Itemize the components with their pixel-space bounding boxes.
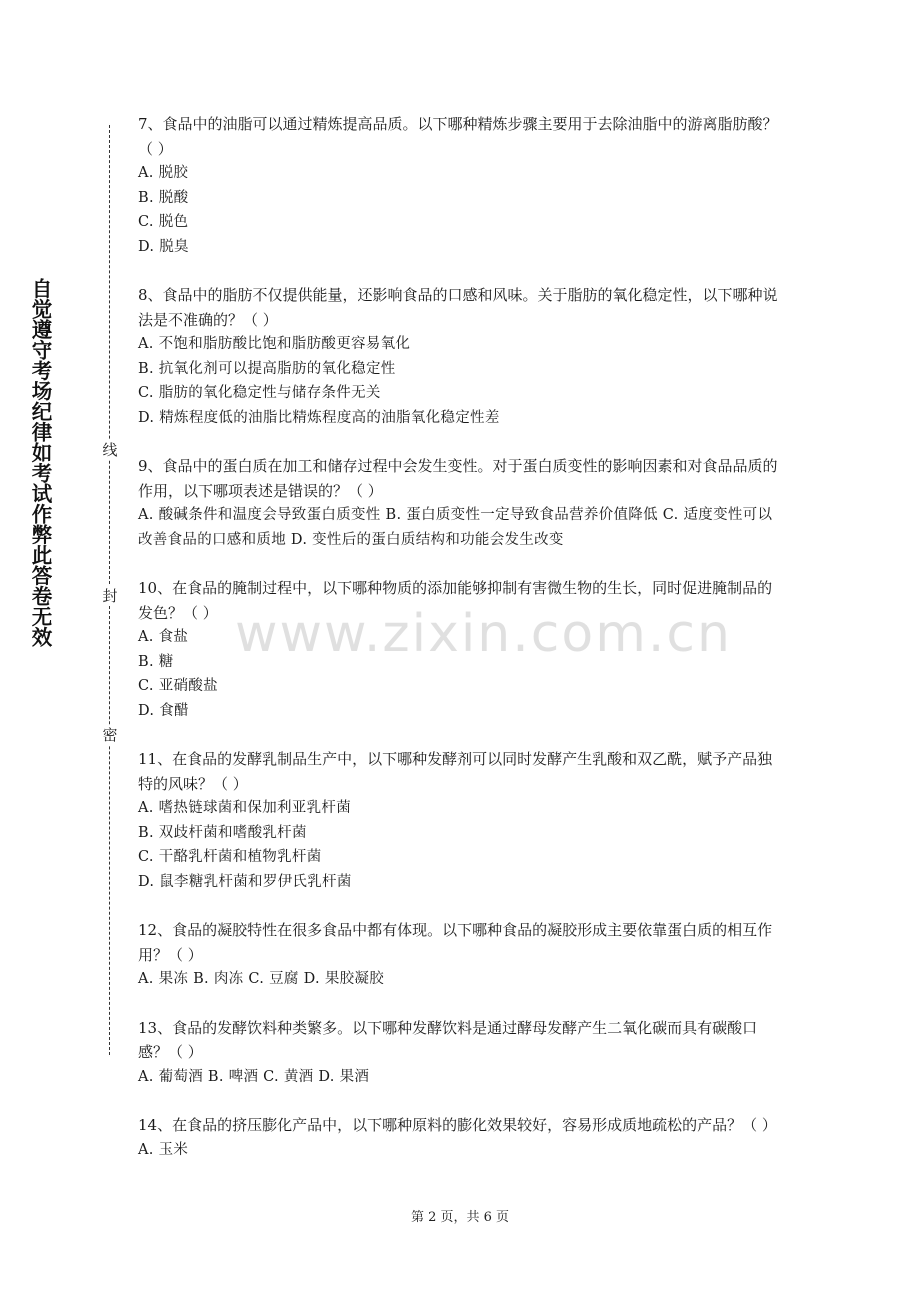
option-d: D. 鼠李糖乳杆菌和罗伊氏乳杆菌 <box>138 873 352 890</box>
option-b: B. 抗氧化剂可以提高脂肪的氧化稳定性 <box>138 360 396 377</box>
option-c: C. 亚硝酸盐 <box>138 678 218 694</box>
question-stem: 11、在食品的发酵乳制品生产中，以下哪种发酵剂可以同时发酵产生乳酸和双乙酰，赋予产品独特的风味？（ ） <box>138 750 773 793</box>
question-12 <box>138 918 786 992</box>
question-11 <box>138 747 786 894</box>
question-stem: 10、在食品的腌制过程中，以下哪种物质的添加能够抑制有害微生物的生长，同时促进腌制品的发色？（ ） <box>138 579 773 622</box>
option-b: B. 糖 <box>138 653 174 670</box>
question-13 <box>138 1016 786 1090</box>
page-footer: 第 2 页，共 6 页 <box>410 1210 510 1225</box>
question-7 <box>138 112 786 259</box>
options-inline: A. 葡萄酒 B. 啤酒 C. 黄酒 D. 果酒 <box>138 1068 370 1085</box>
option-b: B. 脱酸 <box>138 189 189 206</box>
question-stem: 13、食品的发酵饮料种类繁多。以下哪种发酵饮料是通过酵母发酵产生二氧化碳而具有碳酸口感？（ ） <box>138 1018 758 1061</box>
question-stem: 9、食品中的蛋白质在加工和储存过程中会发生变性。对于蛋白质变性的影响因素和对食品品质的作用，以下哪项表述是错误的？（ ） <box>138 457 778 500</box>
question-stem: 7、食品中的油脂可以通过精炼提高品质。以下哪种精炼步骤主要用于去除油脂中的游离脂肪酸？（ ） <box>138 115 778 158</box>
binding-mark-secret: 密 <box>102 726 118 744</box>
option-d: D. 精炼程度低的油脂比精炼程度高的油脂氧化稳定性差 <box>138 409 500 426</box>
option-d: D. 食醋 <box>138 702 189 719</box>
option-c: C. 脱色 <box>138 214 189 230</box>
question-stem: 8、食品中的脂肪不仅提供能量，还影响食品的口感和风味。关于脂肪的氧化稳定性，以下哪种说法是不准确的？（ ） <box>138 286 778 329</box>
option-a: A. 玉米 <box>138 1141 189 1158</box>
question-8 <box>138 283 786 430</box>
option-b: B. 双歧杆菌和嗜酸乳杆菌 <box>138 824 307 841</box>
option-a: A. 脱胶 <box>138 165 189 181</box>
option-c: C. 干酪乳杆菌和植物乳杆菌 <box>138 849 322 865</box>
question-9 <box>138 454 786 552</box>
options-inline: A. 酸碱条件和温度会导致蛋白质变性 B. 蛋白质变性一定导致食品营养价值降低 C. 适度变性可以改善食品的口感和质地 D. 变性后的蛋白质结构和功能会发生改变 <box>138 507 773 548</box>
option-c: C. 脂肪的氧化稳定性与储存条件无关 <box>138 385 381 401</box>
option-a: A. 食盐 <box>138 629 189 645</box>
exam-discipline-notice: 自觉遵守考场纪律如考试作弊此答卷无效 <box>28 278 52 647</box>
binding-mark-line: 线 <box>102 441 118 459</box>
question-14 <box>138 1113 786 1162</box>
binding-mark-seal: 封 <box>102 587 118 605</box>
question-stem: 14、在食品的挤压膨化产品中，以下哪种原料的膨化效果较好，容易形成质地疏松的产品？（ ） <box>138 1116 777 1134</box>
option-a: A. 不饱和脂肪酸比饱和脂肪酸更容易氧化 <box>138 336 411 352</box>
options-inline: A. 果冻 B. 肉冻 C. 豆腐 D. 果胶凝胶 <box>138 971 385 987</box>
watermark: www.zixin.com.cn <box>235 604 732 664</box>
option-d: D. 脱臭 <box>138 238 189 255</box>
option-a: A. 嗜热链球菌和保加利亚乳杆菌 <box>138 800 351 816</box>
question-stem: 12、食品的凝胶特性在很多食品中都有体现。以下哪种食品的凝胶形成主要依靠蛋白质的相互作用？（ ） <box>138 921 773 964</box>
